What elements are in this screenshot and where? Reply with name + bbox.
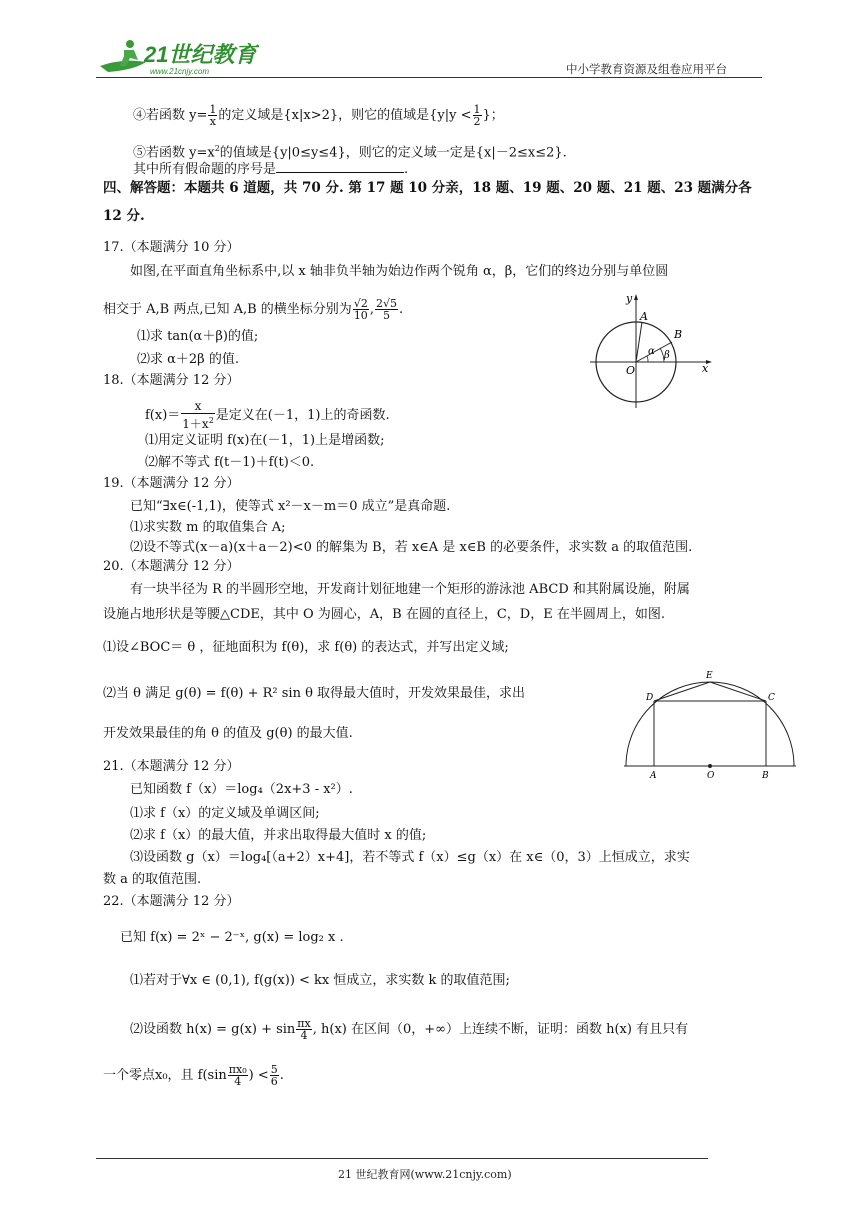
header-rule bbox=[96, 77, 762, 78]
false-propositions-line: 其中所有假命题的序号是 . bbox=[133, 162, 409, 177]
footer-link[interactable]: 21 世纪教育网(www.21cnjy.com) bbox=[338, 1168, 512, 1181]
header-right-text: 中小学教育资源及组卷应用平台 bbox=[566, 62, 727, 76]
site-logo bbox=[94, 36, 259, 78]
q20-part-2: ⑵当 θ 满足 g(θ) = f(θ) + R² sin θ 取得最大值时，开发效果最佳，求出 bbox=[103, 686, 526, 701]
q21-header: 21.（本题满分 12 分） bbox=[103, 759, 240, 774]
q21-part-3: ⑶设函数 g（x）＝log₄[（a+2）x+4]，若不等式 f（x）≤g（x）在 x∈（0，3）上恒成立，求实 bbox=[130, 850, 690, 865]
item-4: ④若函数 y= $\frac{1}{x}$ 的定义域是{x|x>2}，则它的值域是{y|y < $\frac{1}{2}$ }； bbox=[133, 103, 504, 128]
q22-part-2: ⑵设函数 h(x) = g(x) + sin $\frac{\pi x}{4}$ , h(x) 在区间（0，+∞）上连续不断，证明：函数 h(x) 有且只有 bbox=[130, 1017, 689, 1042]
item-5: ⑤若函数 $y=x^2$的值域是{y|0≤y≤4}，则它的定义域一定是{x|－2≤x≤2}. bbox=[133, 144, 567, 161]
q22-part-2-cont: 一个零点x₀，且 f(sin $\frac{\text{πx₀}}{4}$ ) < $\frac{5}{6}$ . bbox=[103, 1063, 284, 1088]
section-4-title-cont: 12 分. bbox=[103, 208, 145, 224]
fig20-label-D: D bbox=[646, 693, 654, 703]
fig20-label-B: B bbox=[762, 771, 769, 780]
logo-text: 21世纪教育 bbox=[144, 42, 257, 67]
q21-part-2: ⑵求 f（x）的最大值，并求出取得最大值时 x 的值; bbox=[130, 828, 427, 843]
fig20-label-A: A bbox=[650, 771, 657, 780]
q21-part-3-cont: 数 a 的取值范围. bbox=[103, 872, 202, 887]
fig20-label-C: C bbox=[768, 693, 775, 703]
q22-header: 22.（本题满分 12 分） bbox=[103, 894, 240, 909]
q18-part-1: ⑴用定义证明 f(x)在(－1，1)上是增函数; bbox=[145, 433, 385, 448]
fig17-label-A: A bbox=[640, 310, 648, 323]
fig17-label-y: y bbox=[626, 292, 633, 305]
fig20-label-O: O bbox=[707, 771, 715, 780]
section-4-title: 四、解答题：本题共 6 道题，共 70 分. 第 17 题 10 分亲，18 题、19 题、20 题、21 题、23 题满分各 bbox=[103, 180, 752, 196]
q18-text: f(x)＝ $\frac{x}{1+x^2}$ 是定义在(－1，1)上的奇函数. bbox=[145, 399, 390, 431]
unit-circle-figure bbox=[590, 290, 720, 410]
q19-header: 19.（本题满分 12 分） bbox=[103, 476, 240, 491]
q17-header: 17.（本题满分 10 分） bbox=[103, 240, 240, 255]
q21-part-1: ⑴求 f（x）的定义域及单调区间; bbox=[130, 806, 320, 821]
q17-part-1: ⑴求 tan(α＋β)的值; bbox=[137, 329, 259, 344]
logo-url: www.21cnjy.com bbox=[150, 67, 209, 76]
fig17-label-x: x bbox=[702, 362, 709, 375]
fig17-label-alpha: α bbox=[648, 346, 655, 357]
q20-text-3: 开发效果最佳的角 θ 的值及 g(θ) 的最大值. bbox=[103, 726, 353, 741]
q20-text-2: 设施占地形状是等腰△CDE，其中 O 为圆心，A，B 在圆的直径上，C，D，E 在半圆周上，如图. bbox=[103, 607, 665, 622]
semicircle-figure bbox=[620, 668, 800, 780]
q17-text-1: 如图,在平面直角坐标系中,以 x 轴非负半轴为始边作两个锐角 α，β，它们的终边分别与单位圆 bbox=[130, 264, 669, 279]
q19-text: 已知“∃x∈(-1,1)，使等式 x²－x－m＝0 成立”是真命题. bbox=[130, 499, 451, 514]
footer-rule bbox=[96, 1158, 708, 1159]
q20-header: 20.（本题满分 12 分） bbox=[103, 559, 240, 574]
q20-text-1: 有一块半径为 R 的半圆形空地，开发商计划征地建一个矩形的游泳池 ABCD 和其附属设施，附属 bbox=[130, 582, 690, 597]
q19-part-1: ⑴求实数 m 的取值集合 A; bbox=[130, 520, 286, 535]
q22-text: 已知 f(x) = 2ˣ − 2⁻ˣ, g(x) = log₂ x . bbox=[120, 930, 344, 945]
q18-header: 18.（本题满分 12 分） bbox=[103, 373, 240, 388]
fig20-label-E: E bbox=[706, 671, 713, 681]
answer-blank bbox=[276, 160, 404, 173]
fig17-label-O: O bbox=[626, 364, 636, 377]
q20-part-1: ⑴设∠BOC＝ θ ，征地面积为 f(θ)，求 f(θ) 的表达式，并写出定义域; bbox=[103, 640, 509, 655]
q17-part-2: ⑵求 α＋2β 的值. bbox=[137, 352, 239, 367]
q17-text-2: 相交于 A,B 两点,已知 A,B 的横坐标分别为 $\frac{√2}{10}$ , $\frac{2√5}{5}$ . bbox=[103, 297, 404, 322]
fig17-label-beta: β bbox=[664, 350, 670, 361]
q22-part-1: ⑴若对于∀x ∈ (0,1), f(g(x)) < kx 恒成立，求实数 k 的取值范围; bbox=[130, 973, 510, 988]
q19-part-2: ⑵设不等式(x－a)(x＋a－2)<0 的解集为 B，若 x∈A 是 x∈B 的必要条件，求实数 a 的取值范围. bbox=[130, 540, 693, 555]
q21-text: 已知函数 f（x）＝log₄（2x+3 - x²）. bbox=[130, 782, 353, 797]
fig17-label-B: B bbox=[674, 328, 683, 341]
q18-part-2: ⑵解不等式 f(t－1)＋f(t)＜0. bbox=[145, 455, 315, 470]
